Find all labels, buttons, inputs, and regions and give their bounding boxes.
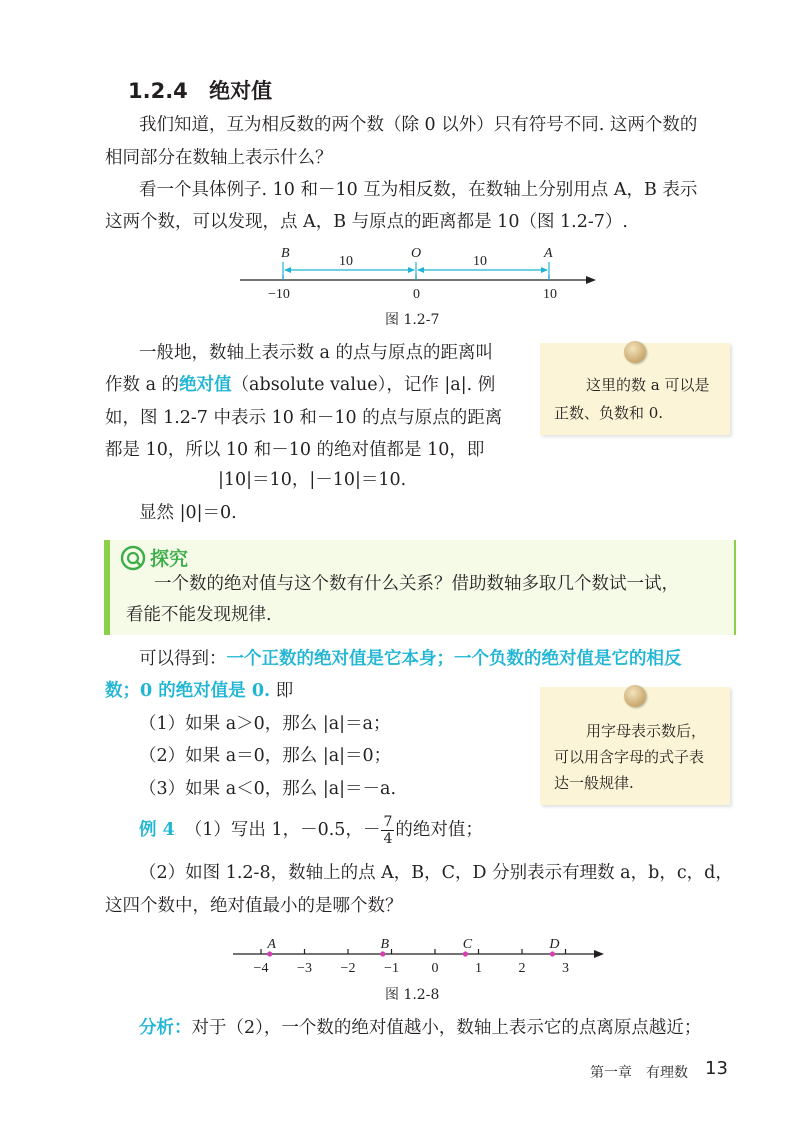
side-note-1 — [540, 343, 730, 435]
rules-intro: 可以得到： — [139, 649, 227, 669]
rules-highlight-1: 一个正数的绝对值是它本身；一个负数的绝对值是它的相反 — [226, 649, 682, 669]
point-label-B: B — [380, 937, 390, 952]
rule-1: （1）如果 a＞0，那么 |a|＝a； — [139, 714, 391, 734]
fraction — [381, 814, 394, 847]
tick-label-10: 10 — [543, 287, 557, 302]
explore-icon — [120, 545, 146, 571]
para3-line2-start: 作数 a 的 — [105, 375, 180, 395]
label-O: O — [411, 246, 422, 261]
rules-highlight-2: 数；0 的绝对值是 0. — [105, 681, 271, 701]
fraction-numerator: 7 — [383, 814, 393, 830]
tick-label: 2 — [518, 961, 526, 976]
tick-label: −1 — [384, 961, 399, 976]
point-B — [380, 951, 385, 956]
analysis-text: 对于（2），一个数的绝对值越小，数轴上表示它的点离原点越近； — [191, 1018, 702, 1038]
side-note-1-line2: 正数、负数和 0. — [554, 404, 664, 422]
para3-line2 — [105, 369, 495, 402]
example4-q1-start: （1）写出 1，－0.5，－ — [184, 820, 381, 840]
rules-line2 — [105, 675, 293, 708]
distance-right: 10 — [473, 254, 487, 269]
tick-label: −4 — [253, 961, 269, 976]
pin-icon — [624, 685, 646, 707]
point-label-A: A — [267, 937, 276, 952]
rules-line2-end: 即 — [270, 681, 294, 701]
example4-q2-line1: （2）如图 1.2-8，数轴上的点 A，B，C，D 分别表示有理数 a，b，c，d， — [139, 863, 733, 883]
example4-label: 例 4 — [139, 820, 175, 840]
section-title — [128, 75, 272, 105]
figure-1-2-8 — [225, 930, 610, 980]
section-number: 1.2.4 — [128, 79, 188, 103]
point-C — [463, 951, 468, 956]
tick-label: 1 — [475, 961, 482, 976]
side-note-1-line1: 这里的数 a 可以是 — [586, 376, 710, 394]
label-B: B — [281, 246, 290, 261]
arrow-head-icon — [586, 276, 596, 284]
example4-q2-line2: 这四个数中，绝对值最小的是哪个数？ — [105, 896, 403, 916]
tick-label-0: 0 — [413, 287, 420, 302]
tick-label: 3 — [562, 961, 569, 976]
rules-line1 — [139, 643, 682, 676]
obvious-line: 显然 |0|＝0. — [139, 503, 237, 523]
para1-line2: 相同部分在数轴上表示什么？ — [105, 148, 333, 168]
fraction-denominator: 4 — [383, 831, 393, 847]
formula-example: |10|＝10，|－10|＝10. — [218, 470, 407, 490]
side-note-2-line1: 用字母表示数后， — [586, 722, 707, 740]
section-heading: 绝对值 — [209, 79, 273, 103]
para3-line1: 一般地，数轴上表示数 a 的点与原点的距离叫 — [139, 343, 494, 363]
page-number: 13 — [705, 1058, 728, 1079]
explore-line1: 一个数的绝对值与这个数有什么关系？借助数轴多取几个数试一试， — [154, 574, 679, 594]
arrow-head-icon — [594, 950, 604, 958]
tick-label: −2 — [340, 961, 356, 976]
tick-label: −3 — [297, 961, 312, 976]
term-absolute-value: 绝对值 — [179, 375, 232, 395]
tick-label-neg10: −10 — [268, 287, 290, 302]
explore-box — [104, 540, 736, 635]
rule-3: （3）如果 a＜0，那么 |a|＝－a. — [139, 779, 397, 799]
side-note-2 — [540, 687, 730, 805]
footer-chapter: 第一章 有理数 — [590, 1065, 688, 1081]
rule-2: （2）如果 a＝0，那么 |a|＝0； — [139, 746, 392, 766]
analysis-line — [139, 1012, 701, 1045]
figure-1-2-7-caption: 图 1.2-7 — [385, 312, 440, 328]
example4-q1-end: 的绝对值； — [395, 820, 483, 840]
distance-left: 10 — [339, 254, 353, 269]
figure-1-2-7 — [230, 240, 600, 306]
para1-line1: 我们知道，互为相反数的两个数（除 0 以外）只有符号不同. 这两个数的 — [139, 115, 698, 135]
point-D — [550, 951, 555, 956]
point-label-D: D — [549, 937, 560, 952]
example4-line1 — [139, 814, 483, 847]
explore-line2: 看能不能发现规律. — [126, 605, 272, 625]
para3-line2-end: （absolute value），记作 |a|. 例 — [231, 375, 496, 395]
para2-line2: 这两个数，可以发现，点 A，B 与原点的距离都是 10（图 1.2-7）. — [105, 212, 628, 232]
figure-1-2-8-caption: 图 1.2-8 — [385, 987, 440, 1003]
tick-label: 0 — [431, 961, 439, 976]
side-note-2-line2: 可以用含字母的式子表 — [554, 748, 705, 766]
side-note-2-line3: 达一般规律. — [554, 774, 634, 792]
explore-heading: 探究 — [150, 548, 189, 570]
analysis-label: 分析： — [139, 1018, 192, 1038]
label-A: A — [544, 246, 553, 261]
para3-line3: 如，图 1.2-7 中表示 10 和－10 的点与原点的距离 — [105, 408, 503, 428]
para3-line4: 都是 10，所以 10 和－10 的绝对值都是 10，即 — [105, 440, 485, 460]
para2-line1: 看一个具体例子. 10 和－10 互为相反数，在数轴上分别用点 A，B 表示 — [139, 180, 698, 200]
pin-icon — [624, 341, 646, 363]
point-label-C: C — [462, 937, 473, 952]
point-A — [267, 951, 272, 956]
